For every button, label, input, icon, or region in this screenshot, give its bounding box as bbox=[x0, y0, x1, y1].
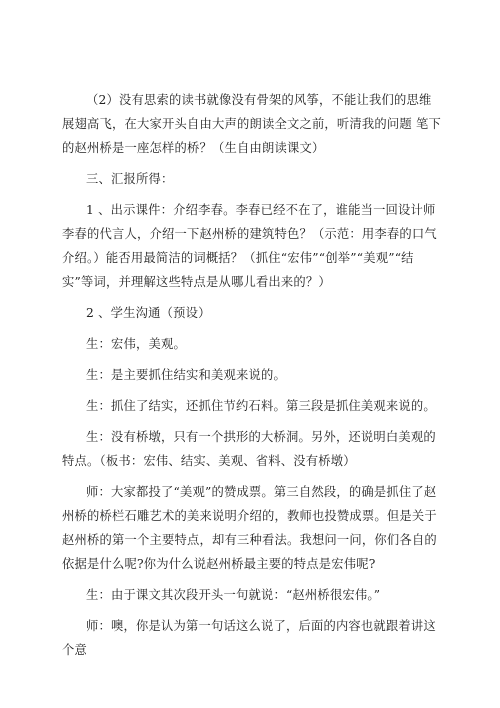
dialogue-line: 生：由于课文其次段开头一句就说：“赵州桥很宏伟。” bbox=[86, 588, 381, 602]
paragraph-courseware: 1 、出示课件：介绍李春。李春已经不在了，谁能当一回设计师李春的代言人，介绍一下赵州桥的建筑特色？（示范：用李春的口气介绍。）能否用最简洁的词概括？（抓住“宏伟”“创举”“美观”“结实”等词，并理解这些特点是从哪儿看出来的？） bbox=[62, 203, 437, 289]
dialogue-line: 生：没有桥墩，只有一个拱形的大桥洞。另外，还说明白美观的特点。（板书：宏伟、结实、美观、省料、没有桥墩） bbox=[62, 430, 436, 468]
dialogue-line: 生：抓住了结实，还抓住节约石料。第三段是抓住美观来说的。 bbox=[86, 399, 436, 413]
dialogue-line: 生：是主要抓住结实和美观来说的。 bbox=[86, 368, 286, 382]
paragraph-question: （2）没有思索的读书就像没有骨架的风筝，不能让我们的思维展翅高飞，在大家开头自由大声的朗读全文之前，听清我的问题 笔下的赵州桥是一座怎样的桥？（生自由朗读课文） bbox=[62, 93, 442, 155]
section-heading-report: 三、汇报所得： bbox=[86, 172, 174, 186]
teacher-line: 师：大家都投了“美观”的赞成票。第三自然段，的确是抓住了赵州桥的桥栏石雕艺术的美来说明介绍的，教师也投赞成票。但是关于赵州桥的第一个主要特点，却有三种看法。我想问一问，你们各自的依据是什么呢?你为什么说赵州桥最主要的特点是宏伟呢? bbox=[62, 485, 437, 571]
teacher-line: 师：噢，你是认为第一句话这么说了，后面的内容也就跟着讲这个意 bbox=[62, 619, 436, 657]
paragraph-student-discussion: 2 、学生沟通（预设） bbox=[86, 306, 211, 320]
document-body bbox=[62, 88, 442, 662]
dialogue-line: 生：宏伟，美观。 bbox=[86, 337, 186, 351]
